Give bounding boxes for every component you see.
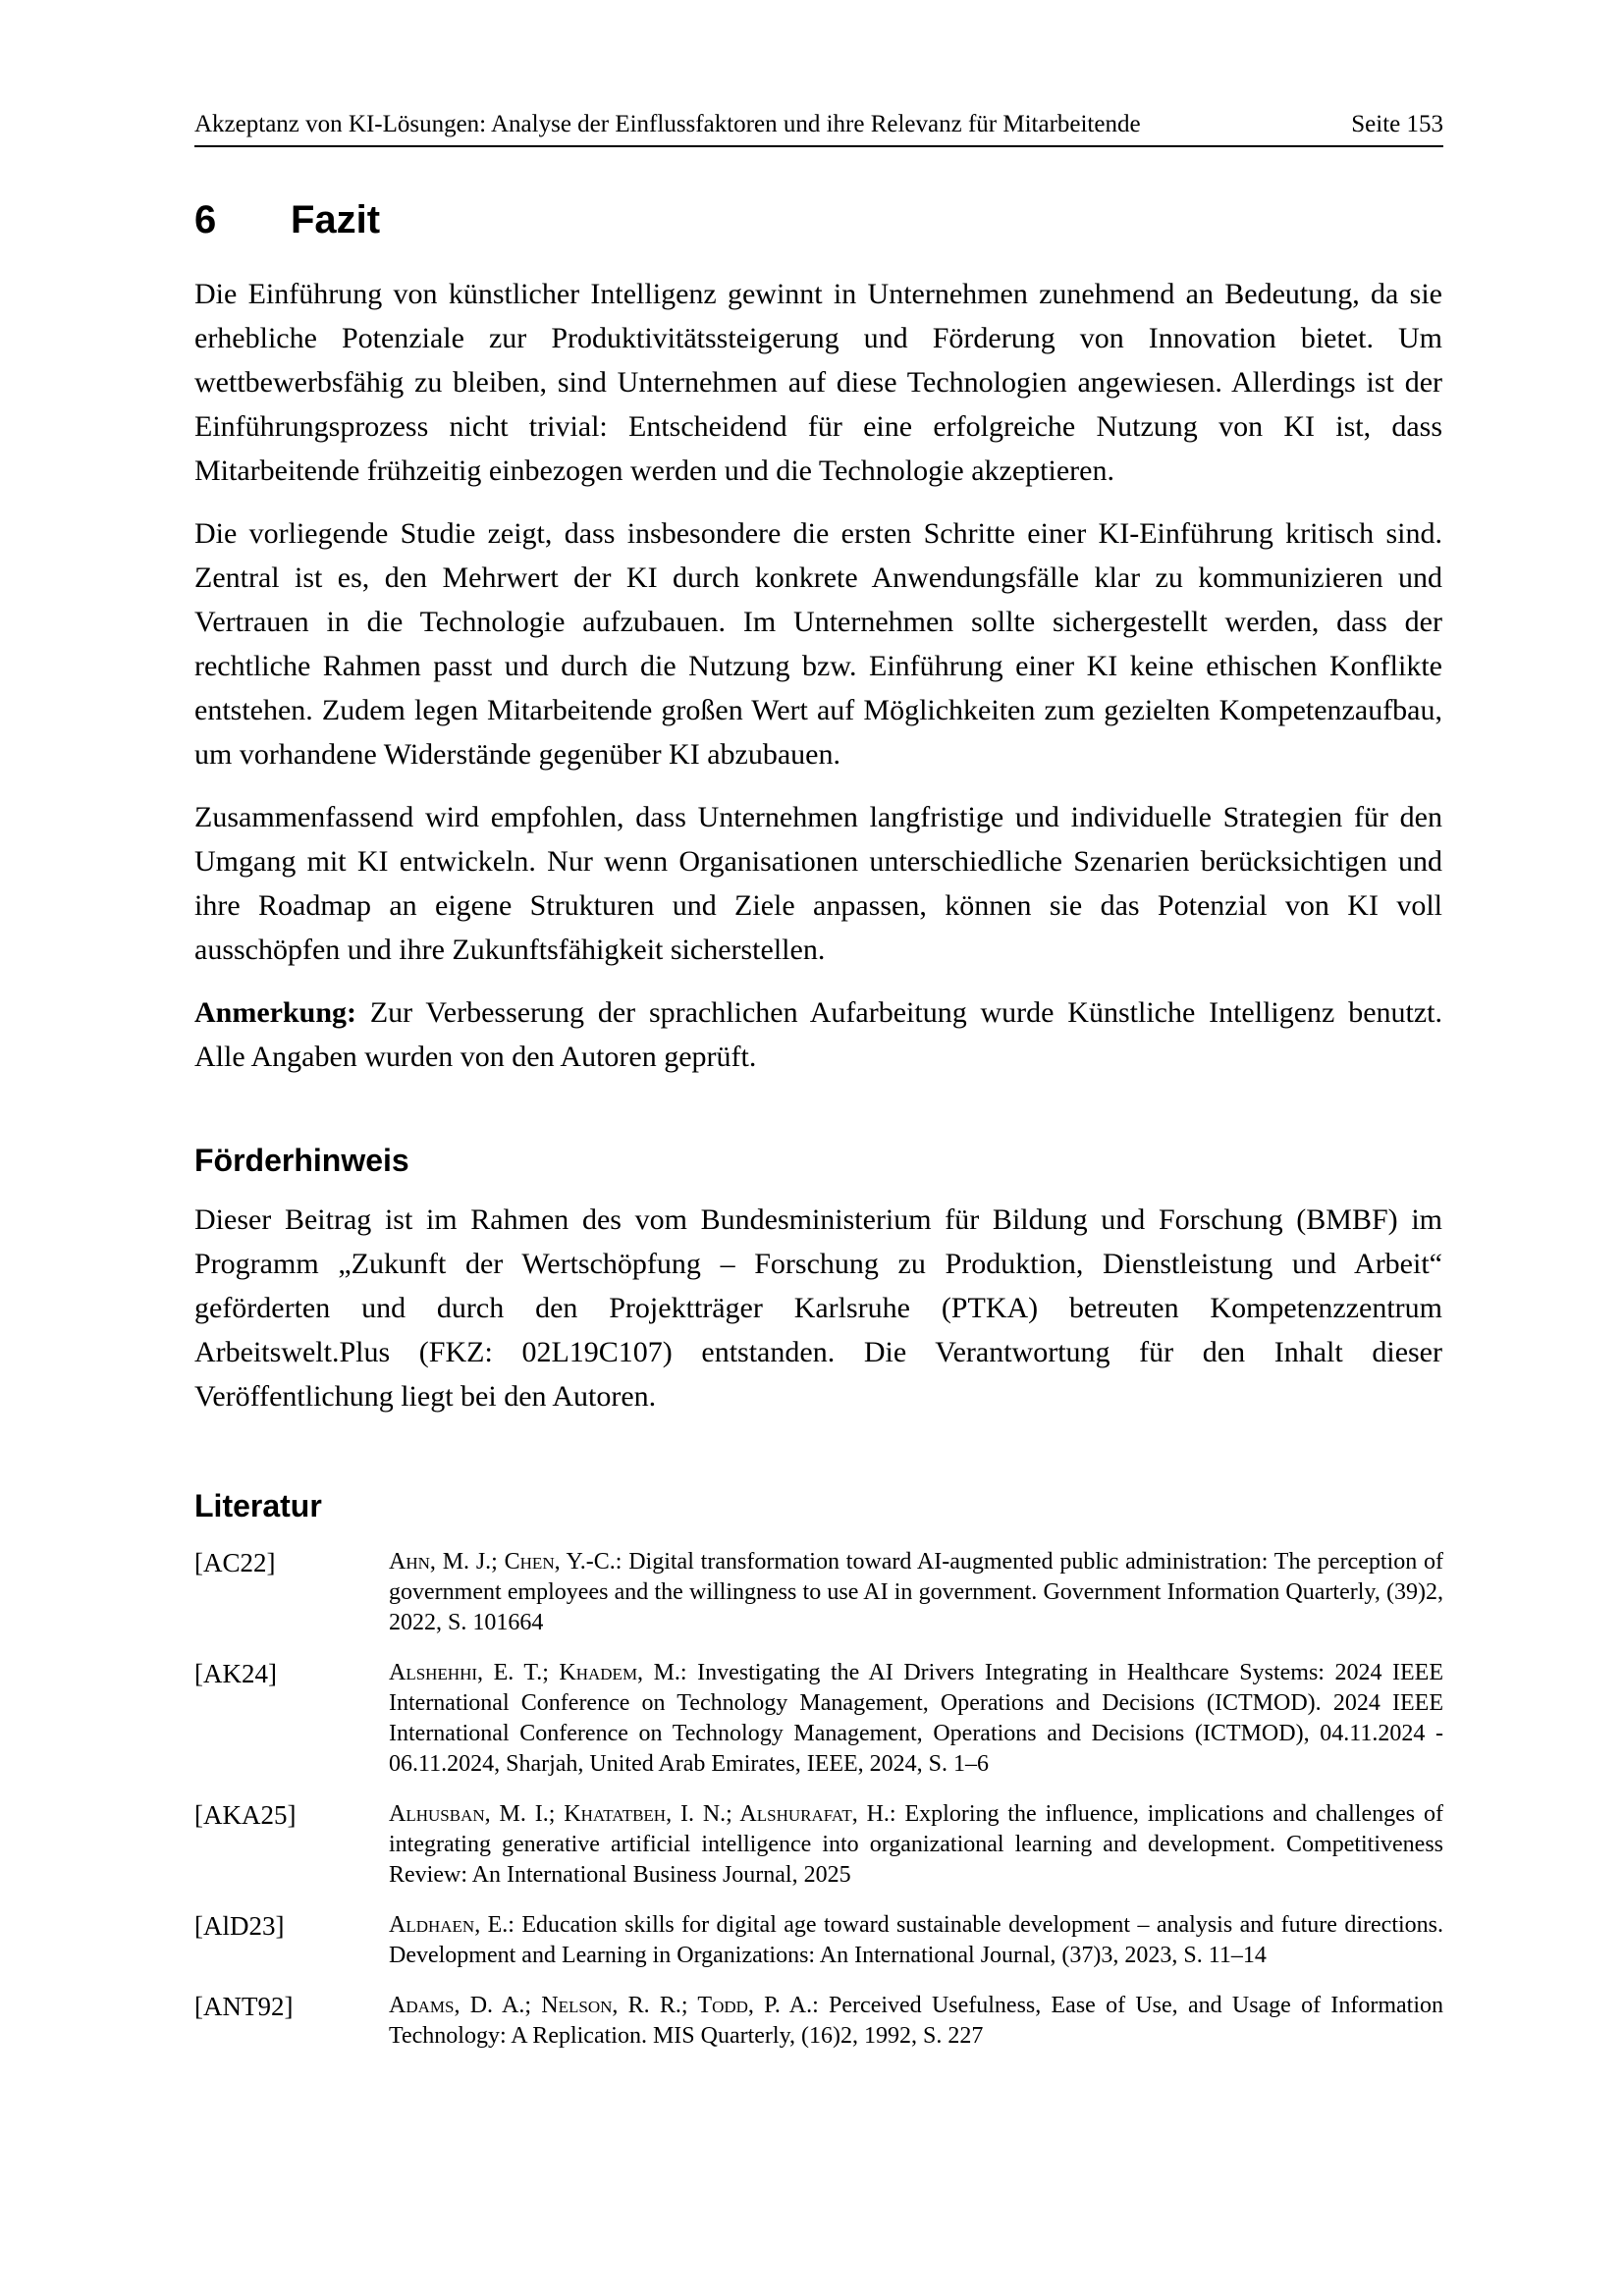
chapter-title: Fazit xyxy=(291,198,381,241)
conclusion-body xyxy=(194,272,1442,1097)
paragraph: Die Einführung von künstlicher Intelligenz gewinnt in Unternehmen zunehmend an Bedeutung, da sie erhebliche Potenziale zur Produktivitätssteigerung und Förderung von Innovation bietet. Um wettbewerbsfähig zu bleiben, sind Unternehmen auf diese Technologien angewiesen. Allerdings ist der Einführungsprozess nicht trivial: Entscheidend für eine erfolgreiche Nutzung von KI ist, dass Mitarbeitende frühzeitig einbezogen werden und die Technologie akzeptieren. xyxy=(194,278,1442,487)
reference-details: Exploring the influence, implications and challenges of integrating generative artificial intelligence into organizational learning and development. Competitiveness Review: An International Business Journal, 2025 xyxy=(389,1801,1443,1888)
reference-authors: Alshehhi, E. T.; Khadem, M.: xyxy=(389,1660,687,1685)
reference-key: [AKA25] xyxy=(194,1800,297,1830)
running-header xyxy=(194,110,1443,147)
reference-authors: Aldhaen, E.: xyxy=(389,1912,514,1938)
reference-details: Digital transformation toward AI-augmented public administration: The perception of government employees and the willingness to use AI in government. Government Information Quarterly, (39)2, 2022, S. 101664 xyxy=(389,1549,1443,1635)
reference-text xyxy=(389,1658,1443,1780)
reference-details: Perceived Usefulness, Ease of Use, and Usage of Information Technology: A Replication. MIS Quarterly, (16)2, 1992, S. 227 xyxy=(389,1993,1443,2049)
reference-text xyxy=(389,1547,1443,1638)
funding-heading: Förderhinweis xyxy=(194,1143,409,1178)
note-paragraph xyxy=(194,990,1442,1079)
reference-text xyxy=(389,1991,1443,2052)
reference-item xyxy=(194,1658,1443,1780)
reference-key: [AK24] xyxy=(194,1659,277,1688)
funding-text: Dieser Beitrag ist im Rahmen des vom Bundesministerium für Bildung und Forschung (BMBF) im Programm „Zukunft der Wertschöpfung – Forschung zu Produktion, Dienstleistung und Arbeit“ geförderten und durch den Projektträger Karlsruhe (PTKA) betreuten Kompetenzzentrum Arbeitswelt.Plus (FKZ: 02L19C107) entstanden. Die Verantwortung für den Inhalt dieser Veröffentlichung liegt bei den Autoren. xyxy=(194,1203,1442,1413)
reference-text xyxy=(389,1799,1443,1891)
reference-key: [AlD23] xyxy=(194,1911,285,1941)
reference-key: [AC22] xyxy=(194,1548,276,1577)
reference-list xyxy=(194,1547,1443,2071)
reference-item xyxy=(194,1799,1443,1891)
reference-text xyxy=(389,1910,1443,1971)
running-title: Akzeptanz von KI-Lösungen: Analyse der Einflussfaktoren und ihre Relevanz für Mitarbeitende xyxy=(194,111,1141,137)
reference-item xyxy=(194,1910,1443,1971)
reference-authors: Adams, D. A.; Nelson, R. R.; Todd, P. A.: xyxy=(389,1993,819,2018)
reference-authors: Alhusban, M. I.; Khatatbeh, I. N.; Alshurafat, H.: xyxy=(389,1801,896,1827)
reference-key: [ANT92] xyxy=(194,1992,294,2021)
paragraph: Zusammenfassend wird empfohlen, dass Unternehmen langfristige und individuelle Strategien für den Umgang mit KI entwickeln. Nur wenn Organisationen unterschiedliche Szenarien berücksichtigen und ihre Roadmap an eigene Strukturen und Ziele anpassen, können sie das Potenzial von KI voll ausschöpfen und ihre Zukunftsfähigkeit sicherstellen. xyxy=(194,801,1442,966)
note-text: Zur Verbesserung der sprachlichen Aufarbeitung wurde Künstliche Intelligenz benutzt. Alle Angaben wurden von den Autoren geprüft. xyxy=(194,996,1442,1073)
reference-item xyxy=(194,1991,1443,2052)
reference-details: Investigating the AI Drivers Integrating in Healthcare Systems: 2024 IEEE International Conference on Technology Management, Operations and Decisions (ICTMOD). 2024 IEEE International Conference on Technology Management, Operations and Decisions (ICTMOD), 04.11.2024 - 06.11.2024, Sharjah, United Arab Emirates, IEEE, 2024, S. 1–6 xyxy=(389,1660,1443,1777)
page-number: Seite 153 xyxy=(1351,111,1443,137)
reference-item xyxy=(194,1547,1443,1638)
literature-heading: Literatur xyxy=(194,1488,322,1523)
chapter-number: 6 xyxy=(194,198,217,241)
reference-authors: Ahn, M. J.; Chen, Y.-C.: xyxy=(389,1549,623,1575)
chapter-heading xyxy=(194,196,380,243)
reference-details: Education skills for digital age toward sustainable development – analysis and future directions. Development and Learning in Organizations: An International Journal, (37)3, 2023, S. 11–14 xyxy=(389,1912,1443,1968)
paragraph: Die vorliegende Studie zeigt, dass insbesondere die ersten Schritte einer KI-Einführung kritisch sind. Zentral ist es, den Mehrwert der KI durch konkrete Anwendungsfälle klar zu kommunizieren und Vertrauen in die Technologie aufzubauen. Im Unternehmen sollte sichergestellt werden, dass der rechtliche Rahmen passt und durch die Nutzung bzw. Einführung einer KI keine ethischen Konflikte entstehen. Zudem legen Mitarbeitende großen Wert auf Möglichkeiten zum gezielten Kompetenzaufbau, um vorhandene Widerstände gegenüber KI abzubauen. xyxy=(194,517,1442,771)
literature-heading-wrap xyxy=(194,1486,1442,1525)
funding-section xyxy=(194,1141,1442,1437)
note-label: Anmerkung: xyxy=(194,996,357,1029)
